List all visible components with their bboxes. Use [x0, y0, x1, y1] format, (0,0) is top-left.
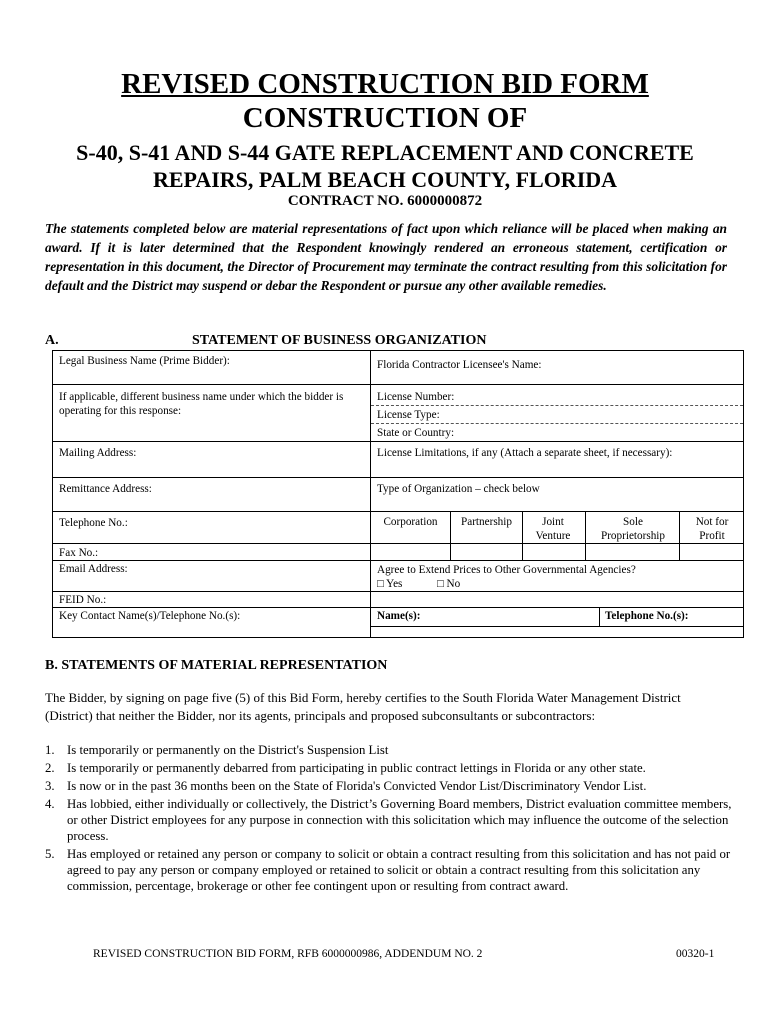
feid-label: FEID No.:: [59, 594, 107, 606]
project-title-line2: REPAIRS, PALM BEACH COUNTY, FLORIDA: [152, 167, 618, 192]
list-item-number: 1.: [45, 743, 55, 757]
list-item: [45, 760, 735, 776]
form-title: REVISED CONSTRUCTION BID FORM: [121, 68, 649, 100]
different-business-name-label: If applicable, different business name under which the bidder is operating for this response:: [59, 391, 344, 417]
agree-extend-prices-label: Agree to Extend Prices to Other Governmental Agencies?: [377, 564, 636, 576]
list-item-number: 3.: [45, 779, 55, 793]
representation-list: [45, 742, 735, 896]
footer-page-number: 00320-1: [676, 948, 715, 960]
contact-telephones-label: Telephone No.(s):: [605, 610, 689, 622]
org-option-joint-venture[interactable]: Joint Venture: [535, 516, 571, 542]
intro-statement: The statements completed below are material representations of fact upon which reliance will be placed when making an award. If it is later determined that the Respondent knowingly rendered an erroneous statement, certification or representation in this document, the Director of Procurement may terminate the contract resulting from this solicitation for default and the District may suspend or debar the Respondent or pursue any other available remedies.: [45, 221, 727, 293]
license-limitations-label: License Limitations, if any (Attach a separate sheet, if necessary):: [377, 447, 673, 459]
licensee-name-label: Florida Contractor Licensee's Name:: [377, 359, 542, 371]
telephone-label: Telephone No.:: [59, 517, 128, 529]
org-option-corporation[interactable]: Corporation: [383, 516, 438, 528]
list-item-text: Is temporarily or permanently on the District's Suspension List: [67, 743, 389, 757]
section-a-title: STATEMENT OF BUSINESS ORGANIZATION: [192, 333, 487, 348]
list-item-text: Is temporarily or permanently debarred from participating in public contract lettings in Florida or any other state.: [67, 761, 646, 775]
section-b-paragraph: The Bidder, by signing on page five (5) of this Bid Form, hereby certifies to the South Florida Water Management District (District) that neither the Bidder, nor its agents, principals and proposed subconsultants or subcontractors:: [45, 690, 681, 723]
list-item-text: Has employed or retained any person or company to solicit or obtain a contract resulting from this solicitation and has not paid or agreed to pay any person or company employed or retained to solicit or obtain a contract resulting from this solicitation any commission, percentage, brokerage or other fee contingent upon or resulting from contract award.: [67, 847, 731, 893]
organization-type-label: Type of Organization – check below: [377, 483, 540, 495]
list-item: [45, 796, 735, 844]
agree-yes-checkbox[interactable]: □ Yes: [377, 578, 403, 590]
column-divider: [370, 351, 371, 637]
row-divider: [53, 560, 743, 561]
org-divider: [522, 511, 523, 560]
license-type-label: License Type:: [377, 409, 440, 421]
section-b-title: B. STATEMENTS OF MATERIAL REPRESENTATION: [45, 658, 388, 673]
org-option-not-for-profit[interactable]: Not for Profit: [695, 516, 729, 542]
contract-number: CONTRACT NO. 6000000872: [287, 193, 483, 209]
license-subdivider: [371, 423, 743, 424]
row-divider: [53, 591, 743, 592]
row-divider: [53, 441, 743, 442]
remittance-address-label: Remittance Address:: [59, 483, 152, 495]
row-divider: [53, 607, 743, 608]
list-item: [45, 846, 735, 894]
list-item-text: Has lobbied, either individually or collectively, the District’s Governing Board members, District evaluation committee members, or other District employees for any purpose in connection with this solicitation which may influence the outcome of the selection process.: [67, 797, 732, 843]
state-country-label: State or Country:: [377, 427, 455, 439]
row-divider: [53, 543, 743, 544]
org-option-partnership[interactable]: Partnership: [461, 516, 512, 528]
agree-no-checkbox[interactable]: □ No: [437, 578, 461, 590]
row-divider: [53, 511, 743, 512]
contact-names-label: Name(s):: [377, 610, 421, 622]
legal-business-name-label: Legal Business Name (Prime Bidder):: [59, 355, 230, 367]
org-option-sole-proprietorship[interactable]: Sole Proprietorship: [600, 516, 665, 542]
list-item: [45, 778, 735, 794]
row-divider: [53, 384, 743, 385]
section-a-letter: A.: [45, 333, 59, 348]
list-item: [45, 742, 735, 758]
org-divider: [585, 511, 586, 560]
list-item-text: Is now or in the past 36 months been on the State of Florida's Convicted Vendor List/Discriminatory Vendor List.: [67, 779, 647, 793]
contact-divider: [599, 607, 600, 627]
contact-underline: [371, 626, 743, 627]
project-title: [0, 139, 770, 193]
license-subdivider: [371, 405, 743, 406]
list-item-number: 4.: [45, 797, 55, 811]
footer-form-id: REVISED CONSTRUCTION BID FORM, RFB 6000000986, ADDENDUM NO. 2: [93, 948, 483, 960]
form-subtitle: CONSTRUCTION OF: [242, 102, 528, 134]
list-item-number: 2.: [45, 761, 55, 775]
row-divider: [53, 477, 743, 478]
project-title-line1: S-40, S-41 AND S-44 GATE REPLACEMENT AND CONCRETE: [76, 140, 694, 165]
key-contact-label: Key Contact Name(s)/Telephone No.(s):: [59, 610, 241, 622]
license-number-label: License Number:: [377, 391, 455, 403]
org-divider: [679, 511, 680, 560]
fax-label: Fax No.:: [59, 547, 99, 559]
list-item-number: 5.: [45, 847, 55, 861]
business-organization-table: [52, 350, 744, 638]
mailing-address-label: Mailing Address:: [59, 447, 137, 459]
email-label: Email Address:: [59, 563, 128, 575]
